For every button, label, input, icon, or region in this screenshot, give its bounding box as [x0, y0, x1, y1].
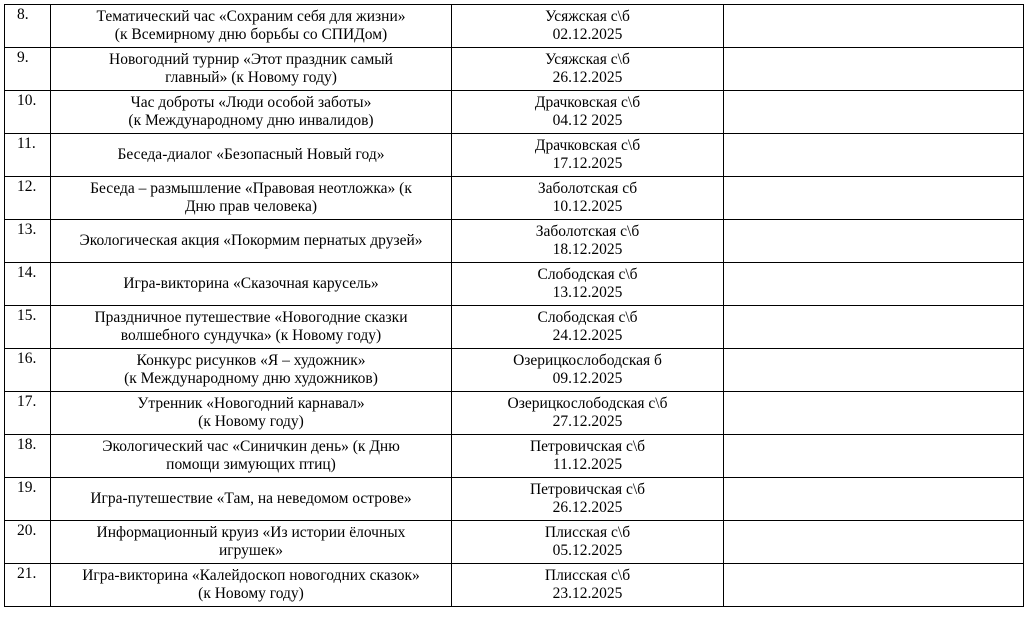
event-title-line: Информационный круиз «Из истории ёлочных: [96, 524, 406, 541]
venue-date-cell: [452, 306, 724, 349]
event-title-cell: [51, 220, 452, 263]
event-title-cell: [51, 478, 452, 521]
event-title-cell: [51, 263, 452, 306]
event-title-line: Игра-викторина «Сказочная карусель»: [123, 275, 379, 292]
event-title-cell: [51, 435, 452, 478]
responsible-cell: [724, 521, 1024, 564]
event-title-cell: [51, 48, 452, 91]
table-row: [5, 177, 1024, 220]
venue-name: Драчковская с\б: [534, 137, 641, 154]
event-title-line: (к Международному дню художников): [124, 370, 378, 387]
venue-date-cell: [452, 392, 724, 435]
venue-name: Петровичская с\б: [529, 481, 646, 498]
event-title-cell: [51, 91, 452, 134]
table-row: [5, 5, 1024, 48]
event-date: 10.12.2025: [552, 198, 623, 215]
venue-date-cell: [452, 91, 724, 134]
venue-name: Усяжская с\б: [545, 8, 630, 25]
responsible-cell: [724, 478, 1024, 521]
venue-date-cell: [452, 349, 724, 392]
event-date: 27.12.2025: [552, 413, 623, 430]
row-number: 12.: [5, 177, 51, 220]
event-title-cell: [51, 306, 452, 349]
venue-name: Петровичская с\б: [529, 438, 646, 455]
events-table: [4, 4, 1024, 607]
venue-date-cell: [452, 478, 724, 521]
table-row: [5, 134, 1024, 177]
venue-name: Озерицкослободская с\б: [507, 395, 668, 412]
event-title-line: Час доброты «Люди особой заботы»: [130, 94, 372, 111]
row-number: 16.: [5, 349, 51, 392]
venue-date-cell: [452, 5, 724, 48]
event-date: 26.12.2025: [552, 69, 623, 86]
venue-date-cell: [452, 134, 724, 177]
venue-date-cell: [452, 177, 724, 220]
table-row: [5, 564, 1024, 607]
venue-name: Плисская с\б: [544, 524, 631, 541]
event-title-cell: [51, 134, 452, 177]
responsible-cell: [724, 263, 1024, 306]
event-title-line: Конкурс рисунков «Я – художник»: [136, 352, 366, 369]
row-number: 11.: [5, 134, 51, 177]
event-title-line: Новогодний турнир «Этот праздник самый: [109, 51, 393, 68]
venue-date-cell: [452, 564, 724, 607]
event-date: 11.12.2025: [552, 456, 623, 473]
table-row: [5, 435, 1024, 478]
responsible-cell: [724, 48, 1024, 91]
event-title-line: Беседа – размышление «Правовая неотложка» (к: [90, 180, 412, 197]
row-number: 15.: [5, 306, 51, 349]
venue-name: Слободская с\б: [537, 309, 638, 326]
row-number: 9.: [5, 48, 51, 91]
table-row: [5, 392, 1024, 435]
event-title-line: (к Новому году): [198, 413, 304, 430]
responsible-cell: [724, 220, 1024, 263]
event-date: 23.12.2025: [552, 585, 623, 602]
row-number: 20.: [5, 521, 51, 564]
responsible-cell: [724, 306, 1024, 349]
venue-date-cell: [452, 48, 724, 91]
event-date: 04.12 2025: [552, 112, 623, 129]
venue-name: Усяжская с\б: [545, 51, 630, 68]
row-number: 13.: [5, 220, 51, 263]
venue-date-cell: [452, 521, 724, 564]
event-title-line: (к Международному дню инвалидов): [128, 112, 374, 129]
event-date: 26.12.2025: [552, 499, 623, 516]
event-title-line: Утренник «Новогодний карнавал»: [137, 395, 365, 412]
row-number: 14.: [5, 263, 51, 306]
table-row: [5, 91, 1024, 134]
event-date: 09.12.2025: [552, 370, 623, 387]
responsible-cell: [724, 349, 1024, 392]
venue-name: Плисская с\б: [544, 567, 631, 584]
event-title-line: (к Всемирному дню борьбы со СПИДом): [114, 26, 388, 43]
table-row: [5, 220, 1024, 263]
event-date: 17.12.2025: [552, 155, 623, 172]
event-title-cell: [51, 521, 452, 564]
event-date: 02.12.2025: [552, 26, 623, 43]
table-row: [5, 263, 1024, 306]
event-title-line: игрушек»: [218, 542, 284, 559]
table-row: [5, 478, 1024, 521]
row-number: 8.: [5, 5, 51, 48]
row-number: 17.: [5, 392, 51, 435]
event-title-line: Тематический час «Сохраним себя для жизни»: [96, 8, 406, 25]
event-title-line: помощи зимующих птиц): [166, 456, 336, 473]
table-row: [5, 349, 1024, 392]
row-number: 21.: [5, 564, 51, 607]
venue-date-cell: [452, 435, 724, 478]
venue-date-cell: [452, 220, 724, 263]
venue-name: Заболотская сб: [537, 180, 638, 197]
event-title-line: Игра-путешествие «Там, на неведомом острове»: [90, 490, 412, 507]
venue-date-cell: [452, 263, 724, 306]
row-number: 18.: [5, 435, 51, 478]
event-title-line: главный» (к Новому году): [165, 69, 337, 86]
event-title-line: Экологический час «Синичкин день» (к Дню: [102, 438, 400, 455]
event-title-cell: [51, 392, 452, 435]
responsible-cell: [724, 5, 1024, 48]
venue-name: Слободская с\б: [537, 266, 638, 283]
event-title-line: волшебного сундучка» (к Новому году): [120, 327, 382, 344]
event-date: 18.12.2025: [552, 241, 623, 258]
venue-name: Заболотская с\б: [535, 223, 640, 240]
event-date: 24.12.2025: [552, 327, 623, 344]
venue-name: Озерицкослободская б: [513, 352, 662, 369]
event-title-line: Беседа-диалог «Безопасный Новый год»: [117, 146, 385, 163]
responsible-cell: [724, 91, 1024, 134]
event-title-line: Праздничное путешествие «Новогодние сказки: [94, 309, 408, 326]
row-number: 10.: [5, 91, 51, 134]
event-title-line: Дню прав человека): [184, 198, 318, 215]
venue-name: Драчковская с\б: [534, 94, 641, 111]
responsible-cell: [724, 564, 1024, 607]
event-title-line: Экологическая акция «Покормим пернатых друзей»: [79, 232, 423, 249]
responsible-cell: [724, 134, 1024, 177]
event-title-line: (к Новому году): [198, 585, 304, 602]
event-date: 05.12.2025: [552, 542, 623, 559]
event-title-cell: [51, 5, 452, 48]
event-title-line: Игра-викторина «Калейдоскоп новогодних сказок»: [82, 567, 420, 584]
responsible-cell: [724, 392, 1024, 435]
event-title-cell: [51, 349, 452, 392]
event-date: 13.12.2025: [552, 284, 623, 301]
row-number: 19.: [5, 478, 51, 521]
table-row: [5, 306, 1024, 349]
responsible-cell: [724, 435, 1024, 478]
event-title-cell: [51, 177, 452, 220]
events-table-body: [5, 5, 1024, 607]
table-row: [5, 521, 1024, 564]
responsible-cell: [724, 177, 1024, 220]
event-title-cell: [51, 564, 452, 607]
table-row: [5, 48, 1024, 91]
